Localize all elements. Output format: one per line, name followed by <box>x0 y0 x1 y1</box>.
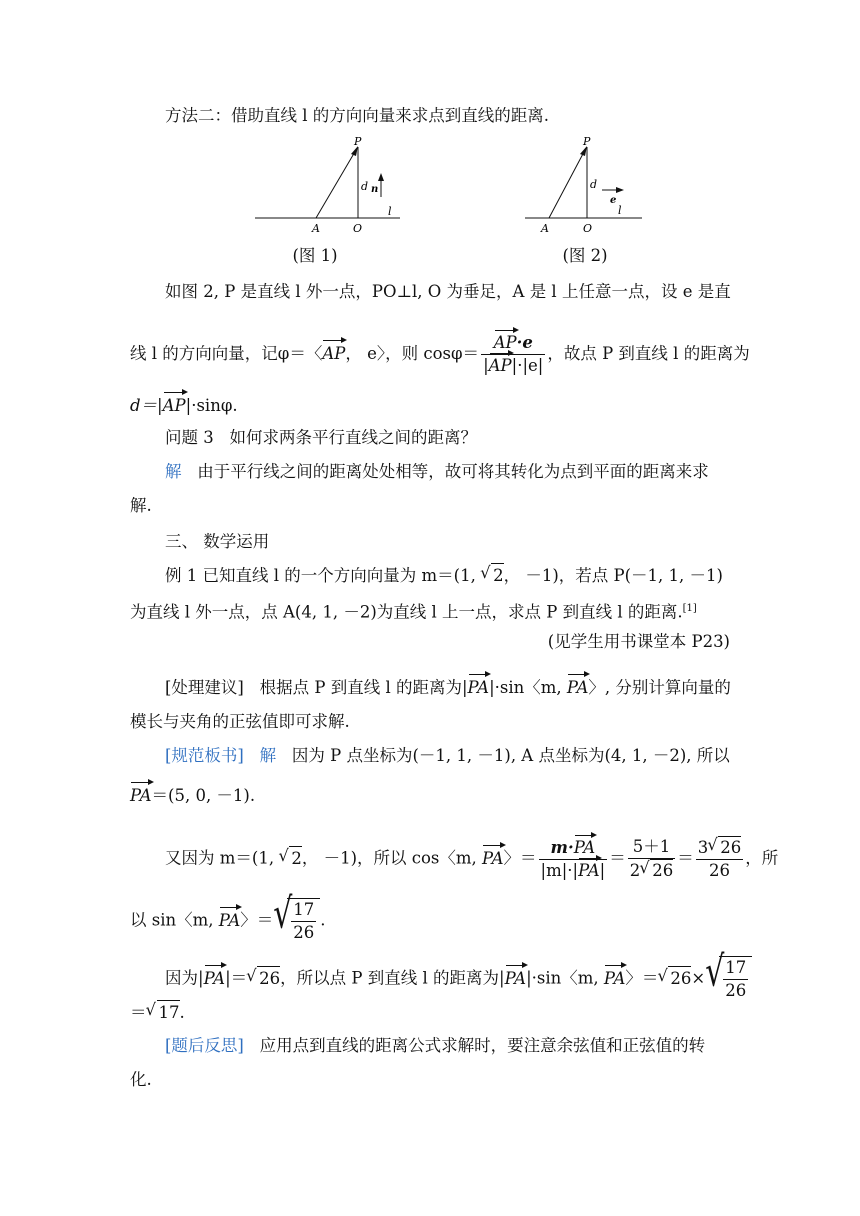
example1-ref: (见学生用书课堂本 P23) <box>547 632 730 651</box>
cos-fraction-2: $\frac{5+1}{2√ 26}$ <box>628 836 676 882</box>
solution-line1: [规范板书] 解 因为 P 点坐标为(－1, 1, －1), A 点坐标为(4, 1, －2), 所以 <box>165 746 730 765</box>
fig1-label-d: d <box>361 180 369 193</box>
solution-line2: PA＝(5, 0, －1). <box>130 784 255 808</box>
fig2-label-o: O <box>583 222 593 235</box>
fig1-label-o: O <box>353 222 363 235</box>
cos-fraction-1: $\frac{m\cdot PA}{|m|\cdot|PA|}$ <box>540 837 606 880</box>
fig2-label-e: e <box>610 195 617 206</box>
solution-line4: 以 sin〈m, PA〉＝ √ $\frac{17}{26}$ . <box>130 898 326 944</box>
example1-line1: 例 1 已知直线 l 的一个方向向量为 m＝(1, √ 2， －1)，若点 P(－1, 1, －1) <box>165 563 723 588</box>
figure-2-caption: (图 2) <box>562 246 608 265</box>
fig2-label-a: A <box>541 222 549 235</box>
cos-fraction-3: $\frac{3√ 26}{26}$ <box>696 836 744 882</box>
cos-phi-fraction: $\frac{AP\cdot e}{|AP|\cdot|e|}$ <box>483 333 544 375</box>
para1-line3: d＝|AP|·sinφ. <box>130 394 238 418</box>
solution-line3: 又因为 m＝(1, √ 2， －1)，所以 cos〈m, PA〉＝ $\frac{m\cdot PA}{|m|\cdot|PA|}$ ＝ $\frac{5+1}{2√ 26}$ ＝ $\frac{3√ 26}{26}$ ，所 <box>165 836 778 882</box>
suggestion-line2: 模长与夹角的正弦值即可求解. <box>130 712 350 731</box>
reflection-line2: 化. <box>130 1070 152 1089</box>
figure-1-diagram <box>250 135 410 235</box>
method2-text: 方法二：借助直线 l 的方向向量来求点到直线的距离. <box>165 106 550 125</box>
fig2-label-l: l <box>618 204 622 217</box>
fig1-label-n: n <box>371 184 379 195</box>
reflection-line1: [题后反思] 应用点到直线的距离公式求解时，要注意余弦值和正弦值的转 <box>165 1036 706 1055</box>
suggestion-line1: [处理建议] 根据点 P 到直线 l 的距离为|PA|·sin〈m, PA〉, 分别计算向量的 <box>165 676 731 700</box>
solution-line6: ＝√ 17. <box>130 1000 185 1025</box>
para1-line2: 线 l 的方向向量，记φ＝〈AP， e〉，则 cosφ＝ $\frac{AP\cdot e}{|AP|\cdot|e|}$ ，故点 P 到直线 l 的距离为 <box>130 333 750 375</box>
fig1-label-a: A <box>312 222 320 235</box>
fig2-label-d: d <box>590 178 598 191</box>
question3-answer-line2: 解. <box>130 496 152 515</box>
fig1-label-l: l <box>388 205 392 218</box>
question3: 问题 3 如何求两条平行直线之间的距离？ <box>165 428 477 447</box>
example1-line2: 为直线 l 外一点，点 A(4, 1, －2)为直线 l 上一点，求点 P 到直线 l 的距离.[1] <box>130 602 697 622</box>
para1-line1: 如图 2, P 是直线 l 外一点，PO⊥l, O 为垂足，A 是 l 上任意一点，设 e 是直 <box>165 282 731 301</box>
solution-line5: 因为|PA|＝√ 26，所以点 P 到直线 l 的距离为|PA|·sin〈m, PA〉＝√ 26× √ $\frac{17}{26}$ <box>165 956 752 1002</box>
fig2-label-p: P <box>583 135 591 148</box>
figure-2-diagram <box>520 135 680 235</box>
fig1-label-p: P <box>354 135 362 148</box>
section3-heading: 三、 数学运用 <box>165 532 270 551</box>
figure-1-caption: (图 1) <box>292 246 338 265</box>
question3-answer-line1: 解 由于平行线之间的距离处处相等，故可将其转化为点到平面的距离来求 <box>165 462 709 481</box>
